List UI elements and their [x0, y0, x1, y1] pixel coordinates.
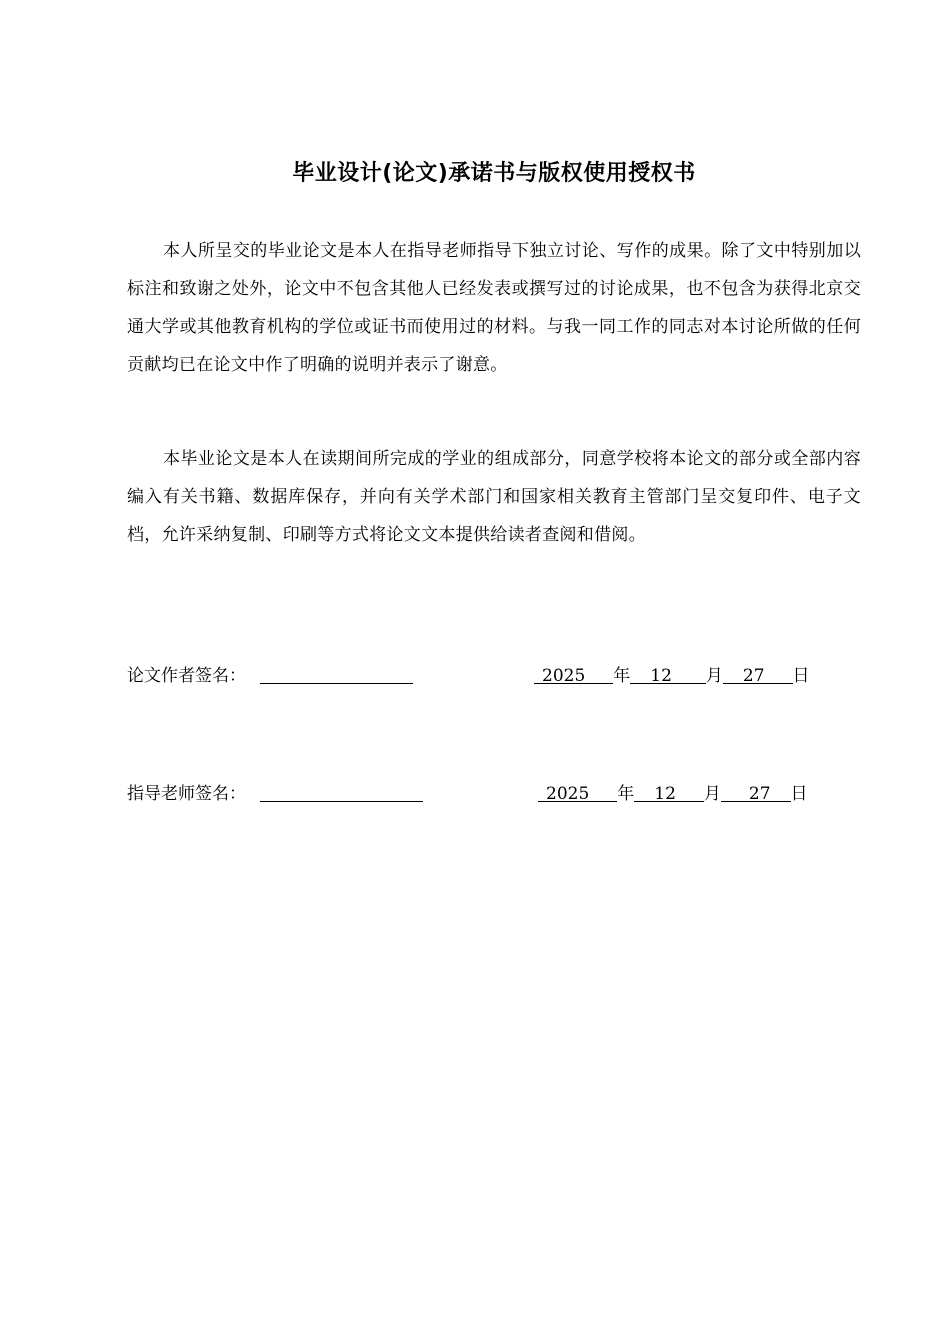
date-underline: [723, 663, 743, 684]
author-signature-line: [260, 663, 413, 684]
advisor-date-day-unit: 日: [790, 784, 808, 804]
date-underline: [630, 663, 650, 684]
author-signature-date: [534, 663, 810, 689]
advisor-date-day: 27: [749, 781, 771, 802]
advisor-signature-row: [127, 781, 847, 807]
date-underline: [721, 781, 749, 802]
advisor-signature-line: [260, 781, 423, 802]
author-date-year-unit: 年: [613, 666, 631, 686]
date-underline: [765, 663, 793, 684]
date-underline: [534, 663, 542, 684]
advisor-signature-label: 指导老师签名：: [127, 784, 246, 804]
date-underline: [676, 781, 704, 802]
date-underline: [634, 781, 654, 802]
date-underline: [589, 781, 617, 802]
date-underline: [672, 663, 706, 684]
document-title: 毕业设计(论文)承诺书与版权使用授权书: [292, 161, 696, 186]
date-underline: [585, 663, 613, 684]
date-underline: [538, 781, 546, 802]
author-date-year: 2025: [542, 663, 585, 684]
advisor-date-year-unit: 年: [617, 784, 635, 804]
advisor-date-month-unit: 月: [703, 784, 721, 804]
author-date-month-unit: 月: [705, 666, 723, 686]
commitment-paragraph: 本人所呈交的毕业论文是本人在指导老师指导下独立讨论、写作的成果。除了文中特别加以标注和致谢之处外，论文中不包含其他人已经发表或撰写过的讨论成果，也不包含为获得北京交通大学或其他教育机构的学位或证书而使用过的材料。与我一同工作的同志对本讨论所做的任何贡献均已在论文中作了明确的说明并表示了谢意。: [127, 241, 861, 375]
author-signature-row: [127, 663, 847, 689]
date-underline: [771, 781, 791, 802]
advisor-signature-date: [538, 781, 808, 807]
advisor-date-year: 2025: [546, 781, 589, 802]
author-date-month: 12: [650, 663, 672, 684]
author-signature-label: 论文作者签名：: [127, 666, 246, 686]
author-date-day: 27: [743, 663, 765, 684]
authorization-paragraph: 本毕业论文是本人在读期间所完成的学业的组成部分，同意学校将本论文的部分或全部内容编入有关书籍、数据库保存，并向有关学术部门和国家相关教育主管部门呈交复印件、电子文档，允许采纳复制、印刷等方式将论文文本提供给读者查阅和借阅。: [127, 449, 861, 545]
author-date-day-unit: 日: [792, 666, 810, 686]
advisor-date-month: 12: [654, 781, 676, 802]
